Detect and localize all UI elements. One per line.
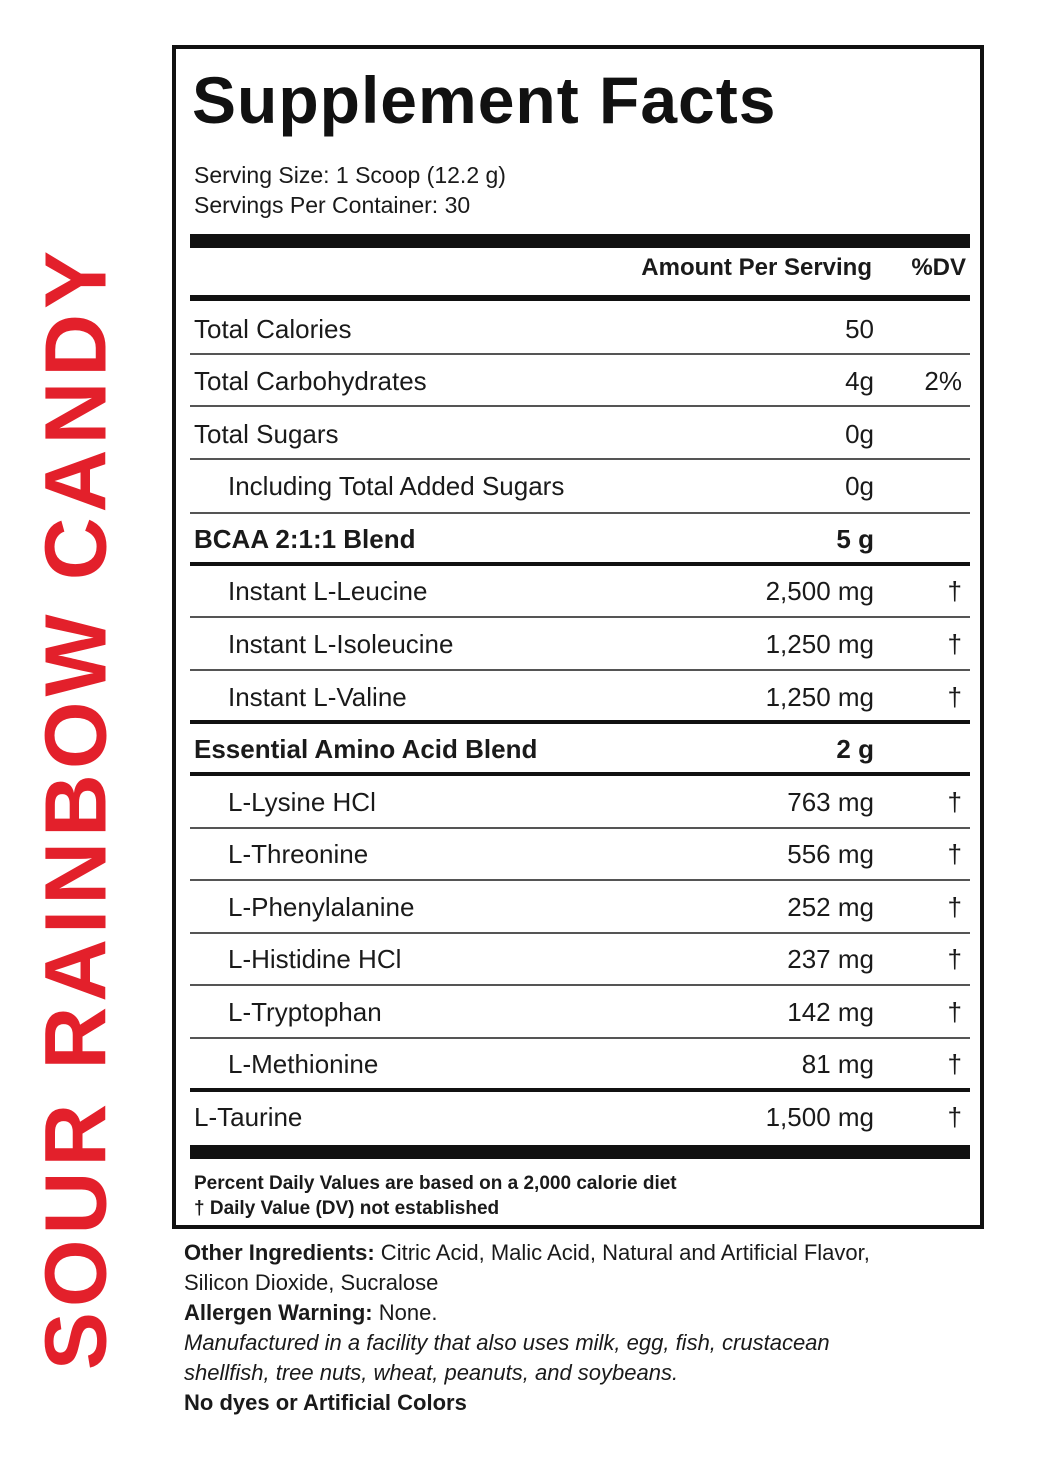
allergen-warning — [184, 1298, 1004, 1328]
row-name: L-Phenylalanine — [228, 892, 415, 922]
row-dv: † — [947, 787, 962, 817]
row-dv: † — [947, 576, 962, 606]
row-threonine — [190, 828, 970, 878]
dagger-note: † Daily Value (DV) not established — [194, 1198, 500, 1219]
other-ingredients-label: Other Ingredients: — [184, 1240, 375, 1265]
row-valine — [190, 671, 970, 721]
amount-per-serving-header: Amount Per Serving — [641, 254, 872, 281]
row-amount: 5 g — [836, 524, 874, 554]
other-ingredients-text: Citric Acid, Malic Acid, Natural and Artificial Flavor, — [374, 1240, 870, 1265]
row-eaa-blend — [190, 723, 970, 773]
row-added-sugars — [190, 460, 970, 510]
servings-per-container: Servings Per Container: 30 — [194, 192, 471, 218]
row-amount: 81 mg — [801, 1049, 874, 1079]
row-amount: 50 — [845, 314, 874, 344]
row-name: Essential Amino Acid Blend — [194, 734, 538, 764]
row-methionine — [190, 1038, 970, 1088]
row-name: L-Histidine HCl — [228, 944, 402, 974]
panel-title: Supplement Facts — [192, 63, 777, 137]
row-amount: 237 mg — [787, 944, 874, 974]
row-name: Instant L-Isoleucine — [228, 629, 454, 659]
row-phenylalanine — [190, 881, 970, 931]
no-dyes-text: No dyes or Artificial Colors — [184, 1390, 467, 1415]
dv-header: %DV — [911, 254, 966, 281]
row-name: Total Sugars — [194, 419, 339, 449]
row-amount: 556 mg — [787, 839, 874, 869]
divider-thick — [190, 234, 970, 248]
divider-medium — [190, 295, 970, 301]
row-amount: 763 mg — [787, 787, 874, 817]
row-amount: 0g — [845, 471, 874, 501]
other-ingredients — [184, 1238, 1004, 1268]
facility-text: Manufactured in a facility that also uses milk, egg, fish, crustacean — [184, 1330, 830, 1355]
row-amount: 1,250 mg — [765, 629, 874, 659]
row-dv: † — [947, 997, 962, 1027]
row-name: BCAA 2:1:1 Blend — [194, 524, 416, 554]
allergen-label: Allergen Warning: — [184, 1300, 373, 1325]
row-dv: † — [947, 1049, 962, 1079]
row-name: L-Taurine — [194, 1102, 303, 1132]
other-ingredients-continued: Silicon Dioxide, Sucralose — [184, 1270, 439, 1295]
row-amount: 2 g — [836, 734, 874, 764]
row-amount: 2,500 mg — [765, 576, 874, 606]
row-tryptophan — [190, 986, 970, 1036]
row-name: L-Tryptophan — [228, 997, 382, 1027]
row-taurine — [190, 1091, 970, 1141]
row-amount: 142 mg — [787, 997, 874, 1027]
row-dv: 2% — [924, 366, 962, 396]
row-name: L-Lysine HCl — [228, 787, 376, 817]
row-name: L-Methionine — [228, 1049, 379, 1079]
row-total-carbohydrates — [190, 355, 970, 405]
divider-thick — [190, 1145, 970, 1159]
row-leucine — [190, 565, 970, 615]
row-name: L-Threonine — [228, 839, 369, 869]
row-total-calories — [190, 303, 970, 353]
row-bcaa-blend — [190, 513, 970, 563]
row-name: Instant L-Leucine — [228, 576, 428, 606]
row-lysine — [190, 776, 970, 826]
serving-size: Serving Size: 1 Scoop (12.2 g) — [194, 162, 506, 188]
row-amount: 0g — [845, 419, 874, 449]
ingredients-section — [184, 1238, 1004, 1418]
row-histidine — [190, 933, 970, 983]
flavor-name: SOUR RAINBOW CANDY — [27, 245, 125, 1371]
facility-note-line1 — [184, 1328, 1004, 1358]
supplement-facts-panel — [172, 45, 984, 1229]
row-name: Total Carbohydrates — [194, 366, 427, 396]
row-name: Including Total Added Sugars — [228, 471, 565, 501]
row-dv: † — [947, 1102, 962, 1132]
row-name: Instant L-Valine — [228, 682, 407, 712]
row-amount: 4g — [845, 366, 874, 396]
allergen-text: None. — [372, 1300, 438, 1325]
no-dyes-note — [184, 1388, 1004, 1418]
row-dv: † — [947, 839, 962, 869]
row-dv: † — [947, 682, 962, 712]
facility-text: shellfish, tree nuts, wheat, peanuts, and soybeans. — [184, 1360, 679, 1385]
row-total-sugars — [190, 408, 970, 458]
row-isoleucine — [190, 618, 970, 668]
facility-note-line2 — [184, 1358, 1004, 1388]
row-dv: † — [947, 944, 962, 974]
row-amount: 1,250 mg — [765, 682, 874, 712]
row-dv: † — [947, 629, 962, 659]
row-name: Total Calories — [194, 314, 352, 344]
divider-thin — [190, 405, 970, 407]
row-amount: 1,500 mg — [765, 1102, 874, 1132]
row-amount: 252 mg — [787, 892, 874, 922]
percent-dv-note: Percent Daily Values are based on a 2,000 calorie diet — [194, 1173, 677, 1194]
row-dv: † — [947, 892, 962, 922]
